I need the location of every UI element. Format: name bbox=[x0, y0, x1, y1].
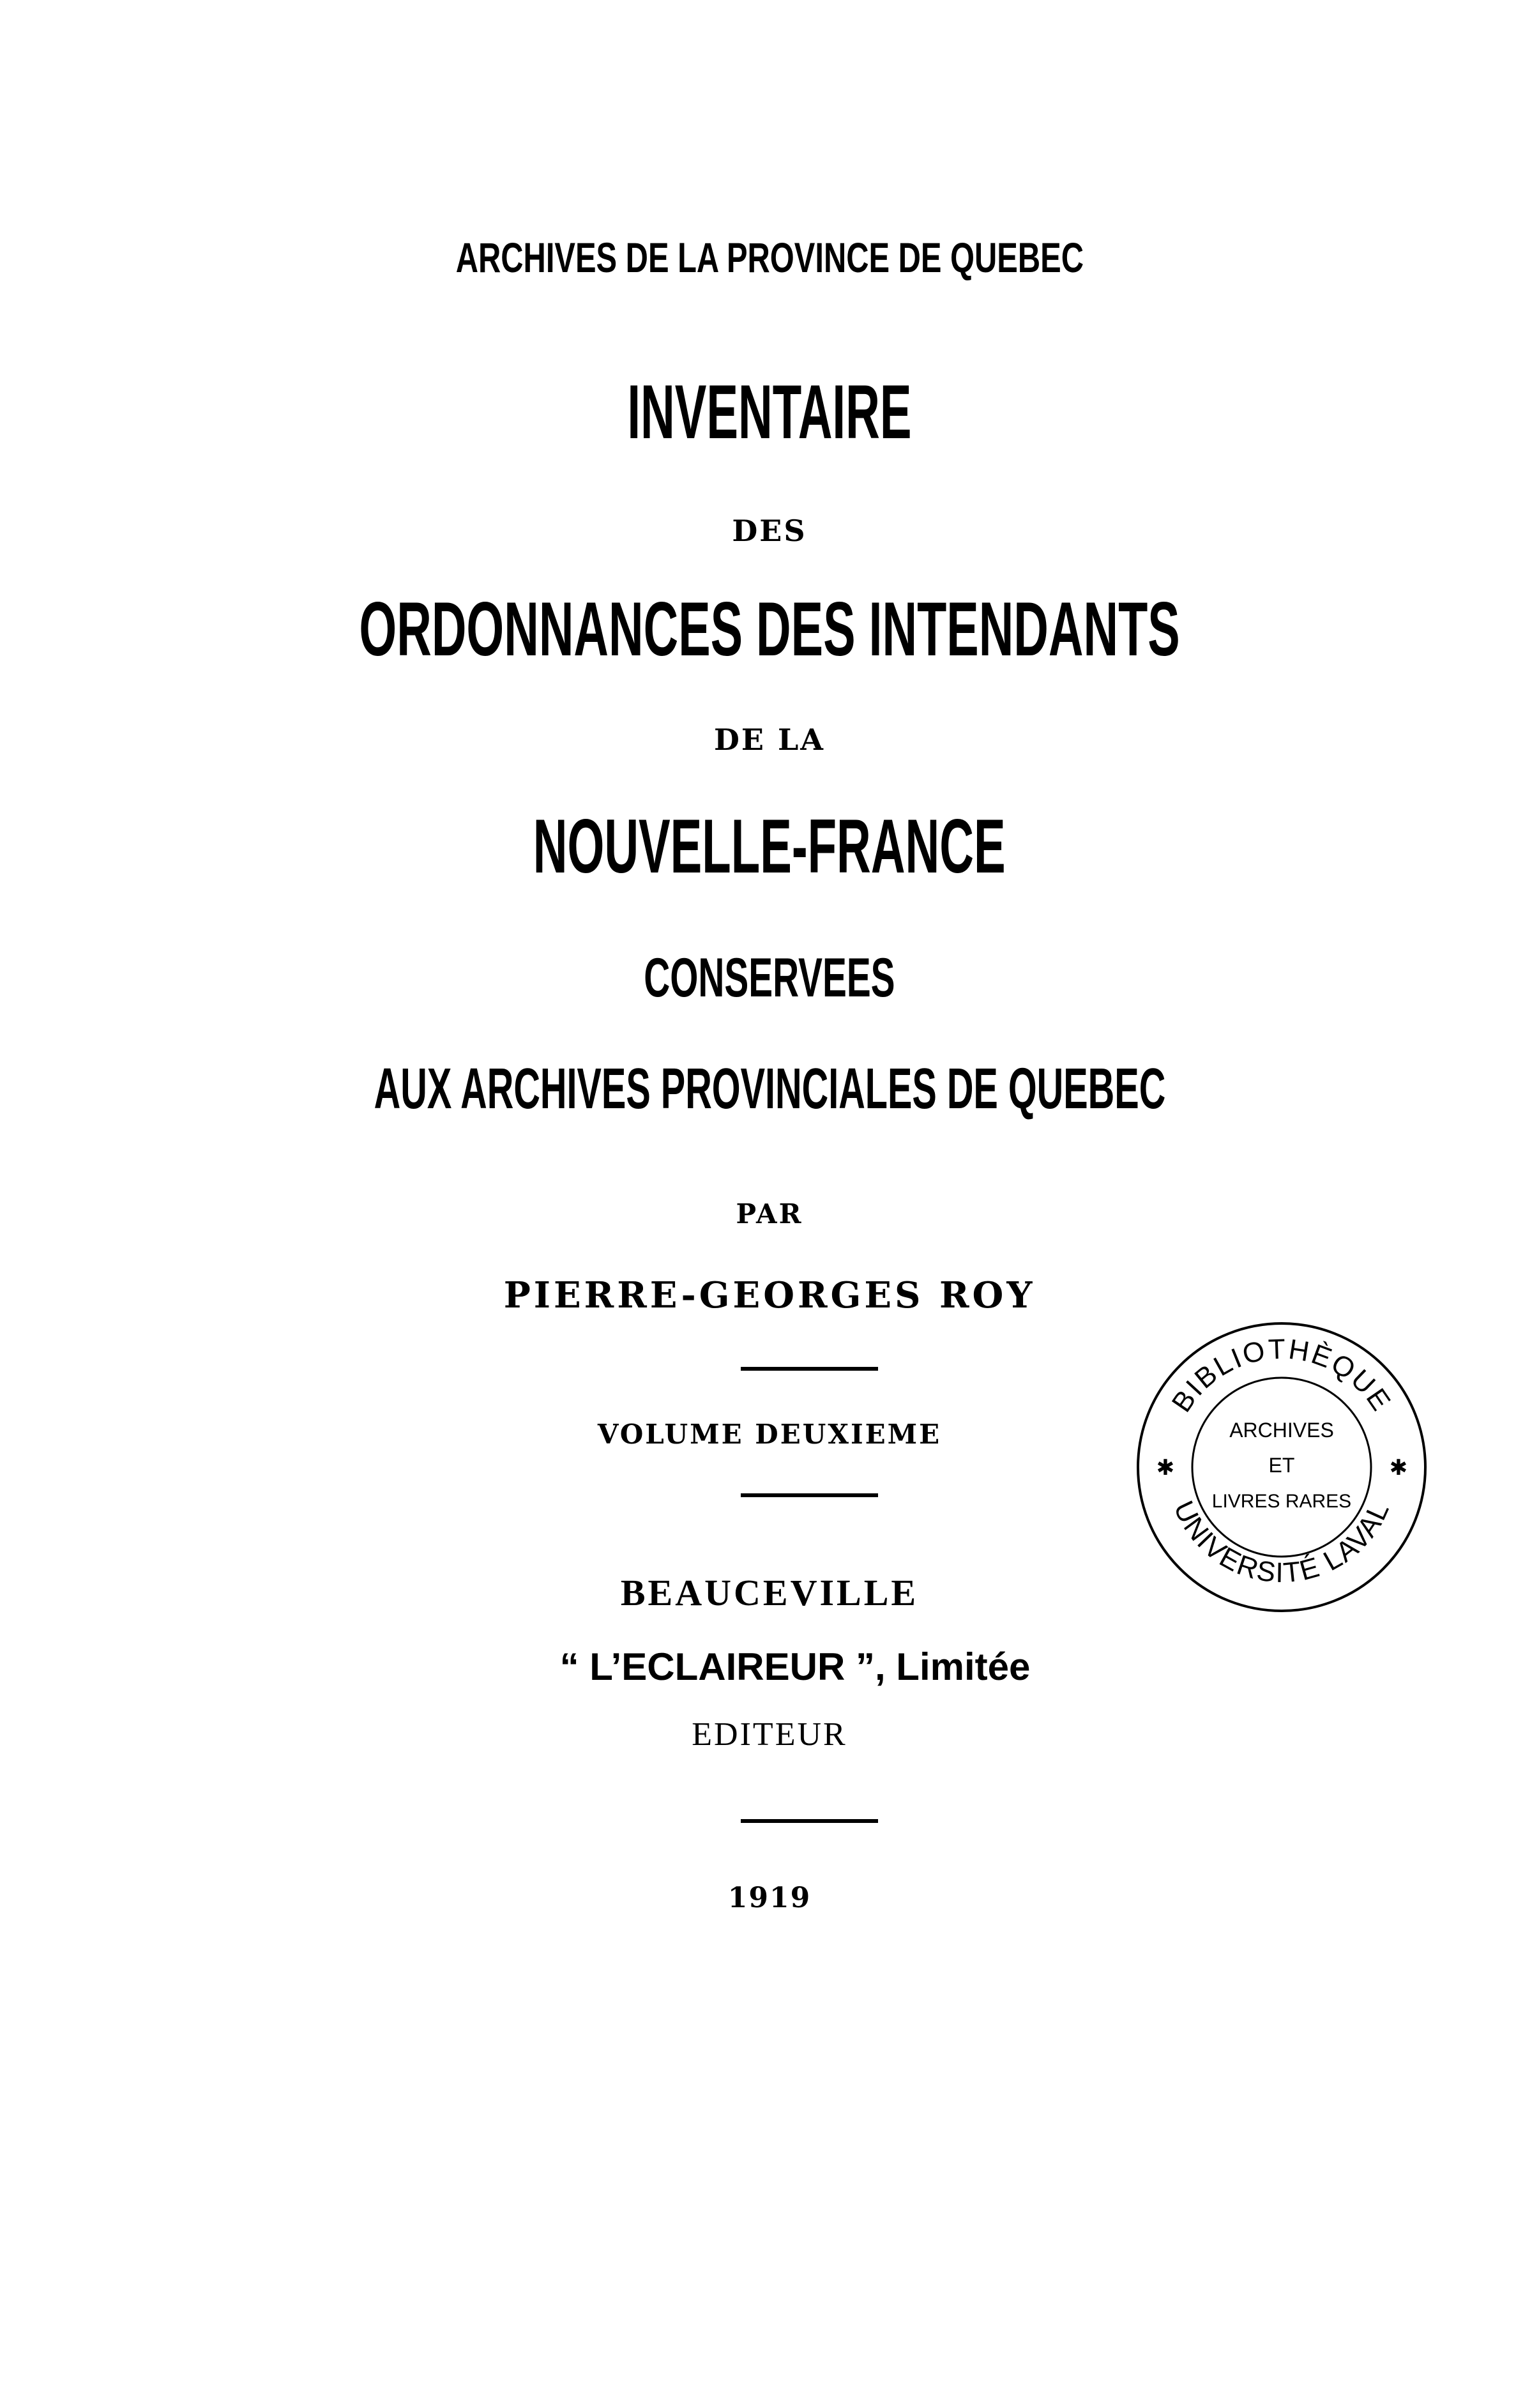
de-la-text: DE LA bbox=[713, 722, 825, 757]
aux-archives-text: AUX ARCHIVES PROVINCIALES DE QUEBEC bbox=[374, 1057, 1165, 1121]
svg-text:BIBLIOTHÈQUE bbox=[1166, 1334, 1398, 1418]
des-text: DES bbox=[732, 514, 807, 548]
des-line bbox=[0, 514, 1539, 548]
rule-top bbox=[741, 1367, 878, 1371]
ordonnances-title: ORDONNANCES DES INTENDANTS bbox=[359, 586, 1180, 672]
par-line bbox=[0, 1198, 1539, 1230]
nouvelle-france-title: NOUVELLE-FRANCE bbox=[533, 804, 1006, 889]
nouvelle-france-line bbox=[0, 804, 1539, 889]
stamp-inner-line-1: ARCHIVES bbox=[1229, 1419, 1334, 1442]
header-line bbox=[0, 234, 1539, 281]
archives-header: ARCHIVES DE LA PROVINCE DE QUEBEC bbox=[455, 234, 1084, 281]
rule-middle bbox=[741, 1493, 878, 1497]
author-line bbox=[0, 1274, 1539, 1316]
conservees-line bbox=[0, 947, 1539, 1009]
author-name: PIERRE-GEORGES ROY bbox=[503, 1274, 1036, 1316]
stamp-inner-line-2: ET bbox=[1268, 1454, 1295, 1477]
conservees-text: CONSERVEES bbox=[644, 947, 895, 1009]
year-text: 1919 bbox=[727, 1882, 812, 1914]
publisher-text: “ L’ECLAIREUR ”, Limitée bbox=[559, 1645, 1031, 1688]
volume-text: VOLUME DEUXIEME bbox=[597, 1419, 942, 1450]
de-la-line bbox=[0, 722, 1539, 757]
publisher-line bbox=[26, 1645, 1539, 1688]
library-stamp bbox=[1133, 1319, 1430, 1616]
par-text: PAR bbox=[736, 1198, 803, 1230]
rule-bottom bbox=[741, 1819, 878, 1823]
stamp-inner-line-3: LIVRES RARES bbox=[1211, 1491, 1352, 1512]
stamp-bottom-text: UNIVERSITÉ LAVAL bbox=[1167, 1496, 1396, 1589]
editeur-line bbox=[0, 1718, 1539, 1751]
stamp-top-text: BIBLIOTHÈQUE bbox=[1165, 1333, 1398, 1418]
stamp-star-right-icon: ✱ bbox=[1389, 1455, 1408, 1481]
stamp-star-left-icon: ✱ bbox=[1156, 1455, 1175, 1481]
editeur-text: EDITEUR bbox=[692, 1716, 847, 1753]
aux-archives-line bbox=[0, 1057, 1539, 1121]
year-line bbox=[0, 1884, 1539, 1912]
title-inventaire: INVENTAIRE bbox=[627, 369, 912, 455]
ordonnances-line bbox=[0, 586, 1539, 672]
city-text: BEAUCEVILLE bbox=[620, 1572, 919, 1613]
title-line bbox=[0, 369, 1539, 455]
